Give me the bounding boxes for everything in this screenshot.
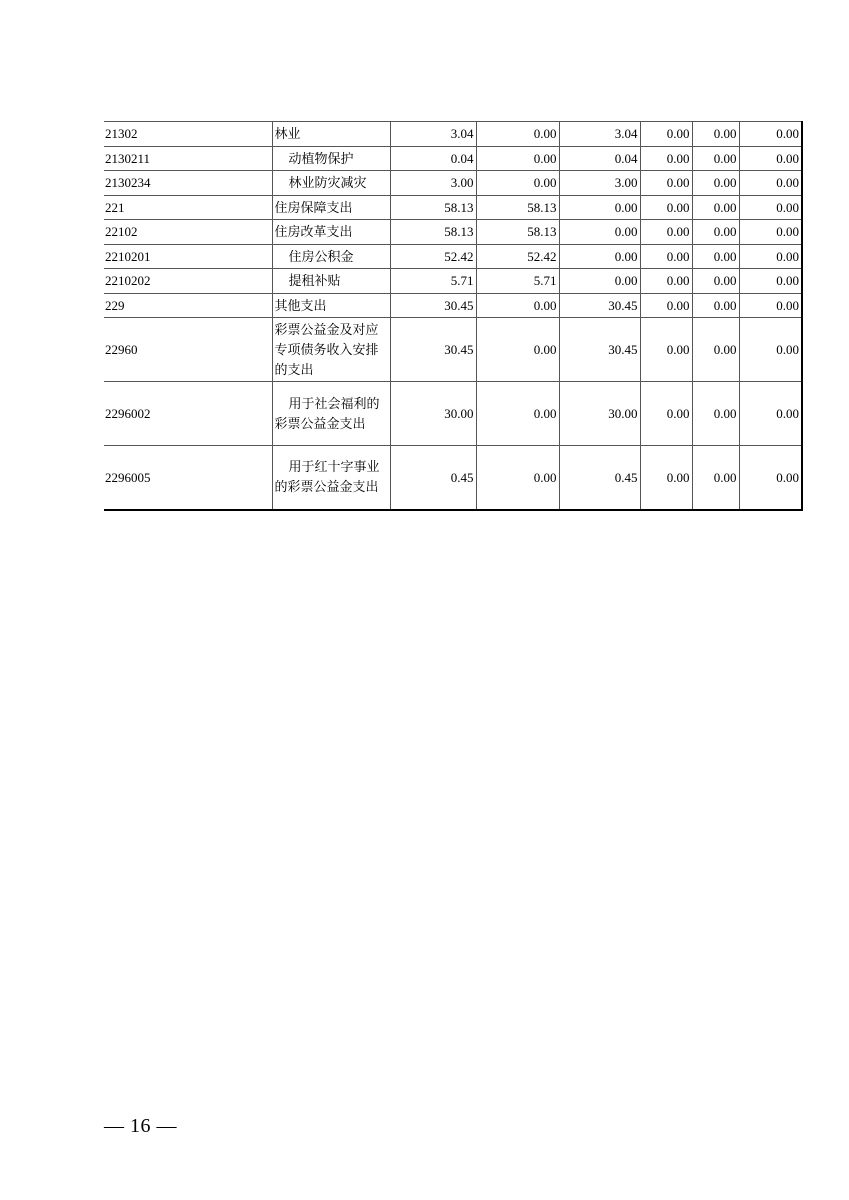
subject-code-cell: 22102 [104, 220, 272, 245]
col6-amount-cell: 0.00 [739, 382, 802, 446]
table-row [104, 318, 802, 382]
subject-code-cell: 2130234 [104, 171, 272, 196]
basic-expenditure-cell: 0.00 [476, 382, 559, 446]
col4-amount-cell: 0.00 [640, 446, 692, 510]
subject-name-cell: 林业防灾减灾 [272, 171, 390, 196]
project-expenditure-cell: 30.45 [559, 318, 640, 382]
table-row [104, 220, 802, 245]
subject-name-cell: 用于社会福利的彩票公益金支出 [272, 382, 390, 446]
total-amount-cell: 3.00 [390, 171, 476, 196]
subject-name-cell: 其他支出 [272, 293, 390, 318]
col5-amount-cell: 0.00 [692, 318, 739, 382]
col4-amount-cell: 0.00 [640, 122, 692, 147]
col4-amount-cell: 0.00 [640, 171, 692, 196]
table-row [104, 446, 802, 510]
project-expenditure-cell: 0.00 [559, 269, 640, 294]
table-row [104, 146, 802, 171]
col6-amount-cell: 0.00 [739, 269, 802, 294]
total-amount-cell: 30.45 [390, 293, 476, 318]
subject-code-cell: 2296005 [104, 446, 272, 510]
subject-code-cell: 229 [104, 293, 272, 318]
basic-expenditure-cell: 5.71 [476, 269, 559, 294]
col6-amount-cell: 0.00 [739, 446, 802, 510]
col4-amount-cell: 0.00 [640, 195, 692, 220]
total-amount-cell: 30.00 [390, 382, 476, 446]
col5-amount-cell: 0.00 [692, 244, 739, 269]
subject-code-cell: 2130211 [104, 146, 272, 171]
col4-amount-cell: 0.00 [640, 146, 692, 171]
project-expenditure-cell: 0.00 [559, 220, 640, 245]
total-amount-cell: 0.04 [390, 146, 476, 171]
basic-expenditure-cell: 0.00 [476, 171, 559, 196]
basic-expenditure-cell: 0.00 [476, 122, 559, 147]
page-number: — 16 — [104, 1115, 177, 1137]
basic-expenditure-cell: 0.00 [476, 446, 559, 510]
col6-amount-cell: 0.00 [739, 220, 802, 245]
table-row [104, 293, 802, 318]
col6-amount-cell: 0.00 [739, 318, 802, 382]
subject-name-cell: 林业 [272, 122, 390, 147]
project-expenditure-cell: 3.00 [559, 171, 640, 196]
basic-expenditure-cell: 58.13 [476, 220, 559, 245]
total-amount-cell: 52.42 [390, 244, 476, 269]
subject-code-cell: 2296002 [104, 382, 272, 446]
col4-amount-cell: 0.00 [640, 244, 692, 269]
subject-name-cell: 彩票公益金及对应专项债务收入安排的支出 [272, 318, 390, 382]
col4-amount-cell: 0.00 [640, 382, 692, 446]
col5-amount-cell: 0.00 [692, 446, 739, 510]
budget-expenditure-table [104, 121, 803, 511]
col5-amount-cell: 0.00 [692, 269, 739, 294]
col5-amount-cell: 0.00 [692, 382, 739, 446]
col5-amount-cell: 0.00 [692, 220, 739, 245]
col6-amount-cell: 0.00 [739, 146, 802, 171]
subject-name-cell: 提租补贴 [272, 269, 390, 294]
col6-amount-cell: 0.00 [739, 244, 802, 269]
col4-amount-cell: 0.00 [640, 318, 692, 382]
subject-code-cell: 21302 [104, 122, 272, 147]
basic-expenditure-cell: 0.00 [476, 293, 559, 318]
total-amount-cell: 3.04 [390, 122, 476, 147]
total-amount-cell: 0.45 [390, 446, 476, 510]
col5-amount-cell: 0.00 [692, 195, 739, 220]
col4-amount-cell: 0.00 [640, 269, 692, 294]
project-expenditure-cell: 0.00 [559, 195, 640, 220]
subject-name-cell: 住房改革支出 [272, 220, 390, 245]
subject-code-cell: 2210202 [104, 269, 272, 294]
table-row [104, 382, 802, 446]
col5-amount-cell: 0.00 [692, 146, 739, 171]
table-row [104, 122, 802, 147]
col6-amount-cell: 0.00 [739, 293, 802, 318]
project-expenditure-cell: 0.45 [559, 446, 640, 510]
project-expenditure-cell: 3.04 [559, 122, 640, 147]
table-row [104, 244, 802, 269]
project-expenditure-cell: 30.45 [559, 293, 640, 318]
total-amount-cell: 58.13 [390, 195, 476, 220]
col4-amount-cell: 0.00 [640, 220, 692, 245]
basic-expenditure-cell: 58.13 [476, 195, 559, 220]
table-body [104, 122, 802, 510]
basic-expenditure-cell: 52.42 [476, 244, 559, 269]
subject-code-cell: 221 [104, 195, 272, 220]
basic-expenditure-cell: 0.00 [476, 146, 559, 171]
col5-amount-cell: 0.00 [692, 293, 739, 318]
subject-name-cell: 用于红十字事业的彩票公益金支出 [272, 446, 390, 510]
basic-expenditure-cell: 0.00 [476, 318, 559, 382]
table-row [104, 171, 802, 196]
total-amount-cell: 30.45 [390, 318, 476, 382]
table-row [104, 269, 802, 294]
project-expenditure-cell: 30.00 [559, 382, 640, 446]
total-amount-cell: 5.71 [390, 269, 476, 294]
subject-code-cell: 2210201 [104, 244, 272, 269]
table-row [104, 195, 802, 220]
col5-amount-cell: 0.00 [692, 171, 739, 196]
col6-amount-cell: 0.00 [739, 195, 802, 220]
col6-amount-cell: 0.00 [739, 171, 802, 196]
subject-name-cell: 住房保障支出 [272, 195, 390, 220]
subject-name-cell: 住房公积金 [272, 244, 390, 269]
subject-code-cell: 22960 [104, 318, 272, 382]
project-expenditure-cell: 0.00 [559, 244, 640, 269]
subject-name-cell: 动植物保护 [272, 146, 390, 171]
total-amount-cell: 58.13 [390, 220, 476, 245]
col5-amount-cell: 0.00 [692, 122, 739, 147]
col4-amount-cell: 0.00 [640, 293, 692, 318]
col6-amount-cell: 0.00 [739, 122, 802, 147]
project-expenditure-cell: 0.04 [559, 146, 640, 171]
